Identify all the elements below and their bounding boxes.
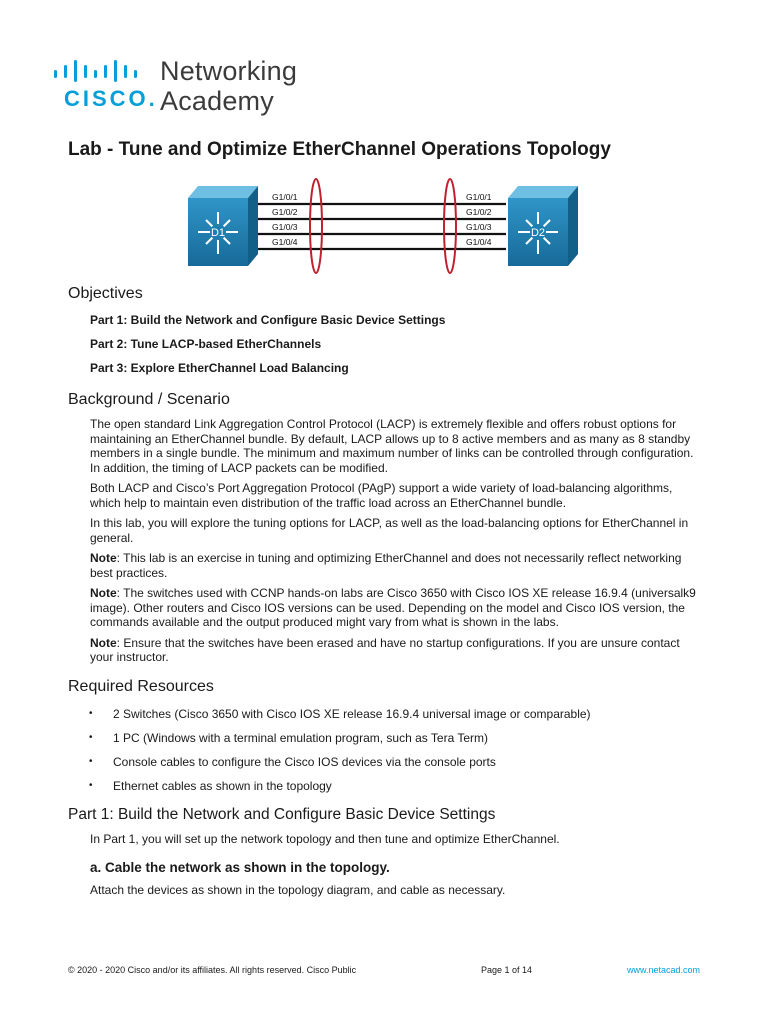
right-port-label: G1/0/4 — [466, 237, 492, 247]
note-text: : The switches used with CCNP hands-on labs are Cisco 3650 with Cisco IOS XE release 16.9.4 (universalk9 image). Other routers and Cisco IOS versions can be used. Depending on the model and Cisco IOS version, the commands available and the output produced might vary from what is shown in the labs. — [90, 586, 696, 629]
left-port-label: G1/0/3 — [272, 222, 298, 232]
left-port-label: G1/0/2 — [272, 207, 298, 217]
list-item: • 2 Switches (Cisco 3650 with Cisco IOS XE release 16.9.4 universal image or comparable) — [113, 706, 700, 722]
note-text: : This lab is an exercise in tuning and optimizing EtherChannel and does not necessarily reflect networking best practices. — [90, 551, 682, 580]
logo-networking-text: Networking — [160, 56, 298, 86]
objectives-heading: Objectives — [68, 285, 143, 302]
note-label: Note — [90, 551, 117, 565]
bundle-ellipse-left — [310, 179, 322, 273]
logo-academy-text: Academy — [160, 86, 274, 116]
right-port-label: G1/0/2 — [466, 207, 492, 217]
page-footer — [68, 965, 700, 979]
objective-part-3: Part 3: Explore EtherChannel Load Balancing — [90, 361, 349, 375]
note-3 — [90, 636, 700, 665]
footer-website-link[interactable]: www.netacad.com — [626, 965, 700, 975]
part1-heading: Part 1: Build the Network and Configure Basic Device Settings — [68, 805, 496, 823]
step-a-heading: a. Cable the network as shown in the topology. — [90, 860, 390, 875]
switch-d1-icon — [188, 186, 258, 266]
list-item: • Console cables to configure the Cisco IOS devices via the console ports — [113, 754, 700, 770]
document-body — [68, 285, 700, 904]
page-title: Lab - Tune and Optimize EtherChannel Operations Topology — [68, 139, 611, 160]
note-label: Note — [90, 586, 117, 600]
note-text: : Ensure that the switches have been erased and have no startup configurations. If you are unsure contact your instructor. — [90, 635, 680, 664]
objective-part-1: Part 1: Build the Network and Configure Basic Device Settings — [90, 313, 446, 327]
left-port-label: G1/0/1 — [272, 192, 298, 202]
part1-intro: In Part 1, you will set up the network topology and then tune and optimize EtherChannel. — [90, 831, 560, 846]
left-port-label: G1/0/4 — [272, 237, 298, 247]
footer-copyright: © 2020 - 2020 Cisco and/or its affiliates. All rights reserved. Cisco Public — [68, 965, 357, 975]
cisco-networking-academy-logo — [52, 56, 312, 118]
background-paragraph-3: In this lab, you will explore the tuning options for LACP, as well as the load-balancing options for EtherChannel in general. — [90, 516, 689, 545]
bundle-ellipse-right — [444, 179, 456, 273]
right-port-label: G1/0/1 — [466, 192, 492, 202]
note-label: Note — [90, 635, 117, 650]
switch-d2-label: D2 — [530, 227, 546, 239]
list-item: • Ethernet cables as shown in the topology — [113, 778, 700, 794]
note-2 — [90, 586, 700, 630]
resources-list — [68, 706, 700, 794]
list-item: • 1 PC (Windows with a terminal emulation program, such as Tera Term) — [113, 730, 700, 746]
switch-d2-icon — [508, 186, 578, 266]
right-port-label: G1/0/3 — [466, 222, 492, 232]
note-1 — [90, 551, 700, 580]
background-paragraph-2: Both LACP and Cisco’s Port Aggregation Protocol (PAgP) support a wide variety of load-balancing algorithms, which help to maintain even distribution of the traffic load across an EtherChannel bundle. — [90, 481, 673, 510]
cisco-bars-icon — [52, 60, 150, 82]
cisco-wordmark: CISCO. — [64, 86, 158, 111]
objective-part-2: Part 2: Tune LACP-based EtherChannels — [90, 337, 322, 351]
resources-heading: Required Resources — [68, 677, 214, 695]
switch-d1-label: D1 — [210, 227, 226, 239]
footer-page-number: Page 1 of 14 — [481, 965, 533, 975]
background-paragraph-1: The open standard Link Aggregation Control Protocol (LACP) is extremely flexible and offers robust options for maintaining an EtherChannel bundle. By default, LACP allows up to 8 active members and as many as 8 standby members in a single bundle. The minimum and maximum number of links can be controlled through configuration. In addition, the timing of LACP packets can be modified. — [90, 417, 694, 475]
background-heading: Background / Scenario — [68, 391, 230, 408]
topology-diagram — [184, 174, 590, 274]
step-a-text: Attach the devices as shown in the topology diagram, and cable as necessary. — [90, 883, 506, 897]
